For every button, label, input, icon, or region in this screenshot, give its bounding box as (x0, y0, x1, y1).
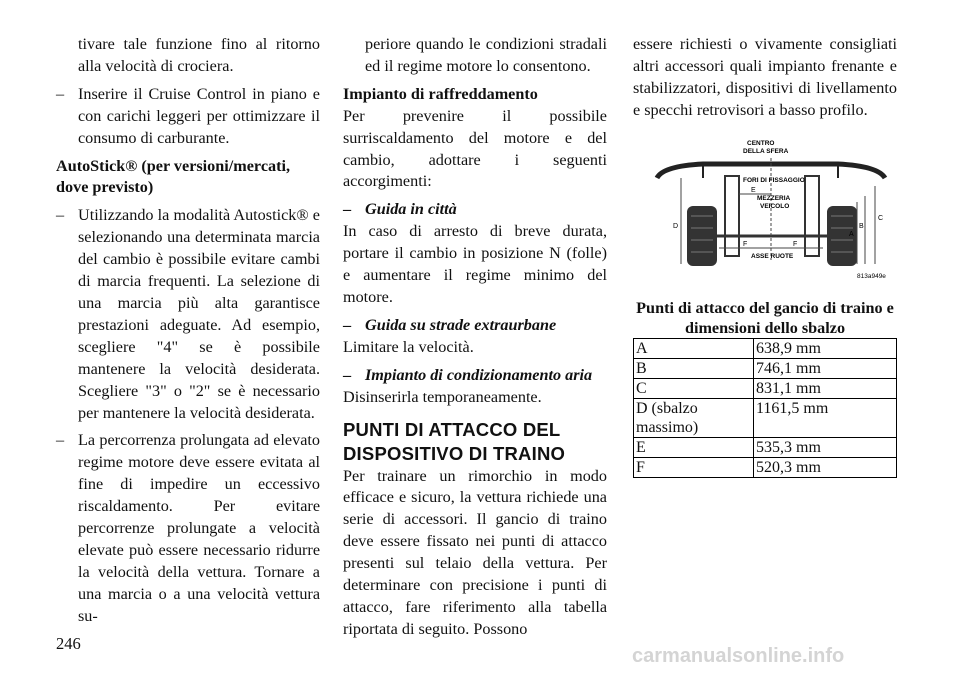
paragraph: Per prevenire il possibile surriscaldamento del motore e del cambio, adottare i seguenti accorgimenti: (343, 106, 607, 191)
table-cell: E (634, 437, 754, 457)
label-asse: ASSE RUOTE (751, 252, 794, 260)
subsection-title (343, 315, 607, 337)
table-cell: F (634, 457, 754, 477)
page-number: 246 (56, 634, 81, 653)
left-tire (687, 206, 717, 266)
paragraph: In caso di arresto di breve durata, portare il cambio in posizione N (folle) e aumentare il regime minimo del motore. (343, 222, 607, 306)
tow-hitch-diagram (643, 136, 897, 286)
subsection-title (343, 199, 607, 221)
subheading: Impianto di raffreddamento (343, 84, 538, 103)
label-centro: CENTRO (747, 139, 775, 147)
table-cell: 1161,5 mm (754, 398, 897, 437)
dim-label: D (673, 222, 679, 230)
table-cell: A (634, 338, 754, 358)
table-cell: 520,3 mm (754, 457, 897, 477)
paragraph: Disinserirla temporaneamente. (343, 387, 542, 406)
paragraph: Limitare la velocità. (343, 337, 474, 356)
table-cell: 746,1 mm (754, 358, 897, 378)
bullet-text: La percorrenza prolungata ad elevato regime motore deve essere evitata al fine di impedire un eccessivo riscaldamento. Per evitare percorrenze prolungate a velocità elevate può essere necessario ridurre la velocità della vettura. Tornare a una marcia o a una velocità vettura su- (78, 431, 320, 625)
dim-label: F (743, 240, 748, 248)
paragraph: Per trainare un rimorchio in modo efficace e sicuro, la vettura richiede una serie di accessori. Il gancio di traino deve essere fissato nei punti di attacco presenti sul telaio della vettura. Per determinare con precisione i punti di attacco, fare riferimento alla tabella riportata di seguito. Possono (343, 466, 607, 638)
dash-marker: – (56, 84, 65, 103)
section-title: PUNTI DI ATTACCO DEL DISPOSITIVO DI TRAINO (343, 418, 566, 464)
bullet-item (56, 205, 320, 424)
tow-hitch-diagram-svg (643, 136, 897, 286)
table-cell: 831,1 mm (754, 378, 897, 398)
table-row (634, 398, 897, 437)
subheading: AutoStick® (per versioni/mercati, dove previsto) (56, 156, 291, 197)
table-title: Punti di attacco del gancio di traino e dimensioni dello sbalzo (636, 298, 894, 337)
figure-code: 813a949e (857, 272, 886, 280)
dim-label: B (859, 222, 864, 230)
bullet-item (56, 84, 320, 150)
table-cell: D (sbalzo massimo) (634, 398, 754, 437)
table-cell: C (634, 378, 754, 398)
dim-label: E (751, 186, 756, 194)
dimensions-table (633, 338, 897, 478)
dash-marker: – (343, 315, 352, 334)
label-sfera: DELLA SFERA (743, 147, 789, 155)
table-row (634, 338, 897, 358)
paragraph: essere richiesti o vivamente consigliati altri accessori quali impianto frenante e stabilizzatori, dispositivi di livellamento e specchi retrovisori a basso profilo. (633, 35, 897, 119)
subsection-title-text: Impianto di condizionamento aria (365, 365, 593, 384)
table-cell: 638,9 mm (754, 338, 897, 358)
table-row (634, 437, 897, 457)
table-row (634, 457, 897, 477)
subsection-title (343, 365, 607, 387)
table-cell: B (634, 358, 754, 378)
paragraph: tivare tale funzione fino al ritorno alla velocità di crociera. (78, 35, 320, 75)
label-veicolo: VEICOLO (760, 202, 790, 210)
table-row (634, 378, 897, 398)
column-1 (56, 34, 320, 628)
bullet-text: Inserire il Cruise Control in piano e con carichi leggeri per ottimizzare il consumo di carburante. (78, 84, 320, 147)
column-2 (343, 34, 607, 641)
dim-label: F (793, 240, 798, 248)
label-fori: FORI DI FISSAGGIO (743, 176, 805, 184)
subsection-title-text: Guida su strade extraurbane (365, 315, 557, 334)
table-row (634, 358, 897, 378)
dash-marker: – (343, 365, 352, 384)
dash-marker: – (56, 431, 65, 450)
dim-label: C (878, 214, 884, 222)
table-cell: 535,3 mm (754, 437, 897, 457)
watermark: carmanualsonline.info (632, 645, 845, 667)
dash-marker: – (343, 200, 352, 219)
label-mezzeria: MEZZERIA (757, 194, 791, 202)
column-3 (633, 34, 897, 478)
dim-label: A (849, 230, 854, 238)
bullet-text: Utilizzando la modalità Autostick® e selezionando una determinata marcia del cambio è possibile evitare cambi di marcia frequenti. La selezione di una marcia più alta garantisce prestazioni adeguate. Ad esempio, scegliere "4" se è possibile mantenere la velocità desiderata. Scegliere "3" o "2" se è necessario per mantenere la velocità desiderata. (78, 206, 320, 422)
subsection-title-text: Guida in città (365, 200, 457, 219)
bullet-item (56, 430, 320, 627)
dash-marker: – (56, 206, 65, 225)
paragraph: periore quando le condizioni stradali ed il regime motore lo consentono. (365, 35, 607, 75)
